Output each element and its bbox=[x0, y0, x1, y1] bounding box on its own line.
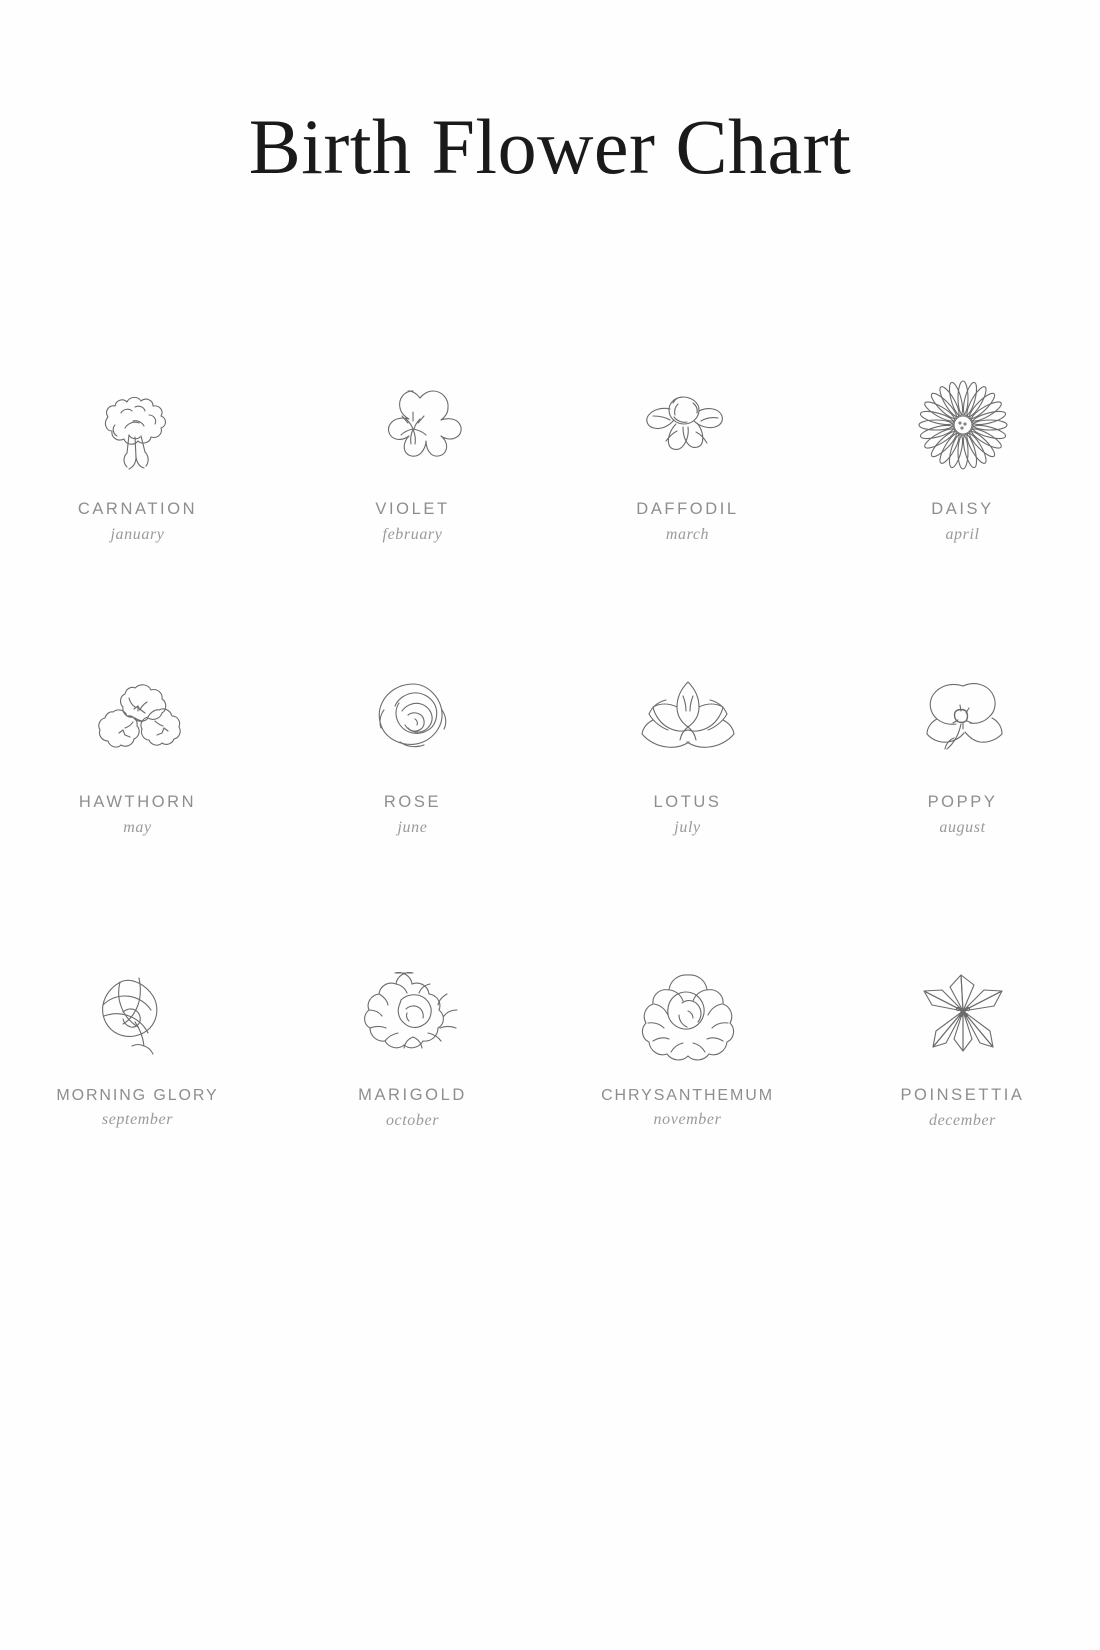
lotus-flower-icon bbox=[613, 661, 763, 781]
poinsettia-flower-icon bbox=[888, 954, 1038, 1074]
violet-flower-icon bbox=[338, 368, 488, 488]
daffodil-flower-icon bbox=[613, 368, 763, 488]
flower-grid bbox=[0, 368, 1100, 1247]
flower-name: CARNATION bbox=[77, 500, 198, 518]
flower-cell-chrysanthemum bbox=[550, 954, 825, 1247]
flower-name: ROSE bbox=[383, 793, 442, 811]
chrysanthemum-flower-icon bbox=[613, 954, 763, 1074]
flower-name: DAFFODIL bbox=[636, 500, 739, 518]
flower-month: march bbox=[665, 525, 710, 543]
flower-cell-daffodil bbox=[550, 368, 825, 661]
flower-cell-marigold bbox=[275, 954, 550, 1247]
flower-month: september bbox=[101, 1111, 174, 1129]
rose-flower-icon bbox=[338, 661, 488, 781]
flower-cell-daisy bbox=[825, 368, 1100, 661]
daisy-flower-icon bbox=[888, 368, 1038, 488]
marigold-flower-icon bbox=[338, 954, 488, 1074]
flower-cell-poinsettia bbox=[825, 954, 1100, 1247]
flower-cell-poppy bbox=[825, 661, 1100, 954]
carnation-flower-icon bbox=[63, 368, 213, 488]
flower-month: february bbox=[382, 525, 443, 543]
hawthorn-flower-icon bbox=[63, 661, 213, 781]
flower-month: april bbox=[945, 525, 980, 543]
flower-name: POINSETTIA bbox=[900, 1086, 1025, 1104]
flower-cell-violet bbox=[275, 368, 550, 661]
flower-month: december bbox=[929, 1111, 996, 1129]
morning-glory-flower-icon bbox=[63, 954, 213, 1074]
flower-cell-rose bbox=[275, 661, 550, 954]
flower-name: POPPY bbox=[927, 793, 998, 811]
poppy-flower-icon bbox=[888, 661, 1038, 781]
flower-name: CHRYSANTHEMUM bbox=[601, 1087, 774, 1104]
flower-month: may bbox=[123, 818, 152, 836]
flower-month: august bbox=[939, 818, 986, 836]
flower-cell-lotus bbox=[550, 661, 825, 954]
flower-month: june bbox=[397, 818, 428, 836]
flower-month: october bbox=[385, 1111, 440, 1129]
flower-month: july bbox=[674, 818, 701, 836]
flower-name: HAWTHORN bbox=[78, 793, 197, 811]
page-title: Birth Flower Chart bbox=[248, 103, 852, 190]
flower-name: MORNING GLORY bbox=[56, 1087, 219, 1104]
flower-name: VIOLET bbox=[375, 500, 450, 518]
flower-name: LOTUS bbox=[653, 793, 722, 811]
flower-cell-carnation bbox=[0, 368, 275, 661]
flower-cell-morning-glory bbox=[0, 954, 275, 1247]
flower-month: november bbox=[653, 1111, 722, 1129]
flower-month: january bbox=[110, 525, 165, 543]
flower-cell-hawthorn bbox=[0, 661, 275, 954]
flower-name: DAISY bbox=[931, 500, 994, 518]
flower-name: MARIGOLD bbox=[358, 1086, 467, 1104]
